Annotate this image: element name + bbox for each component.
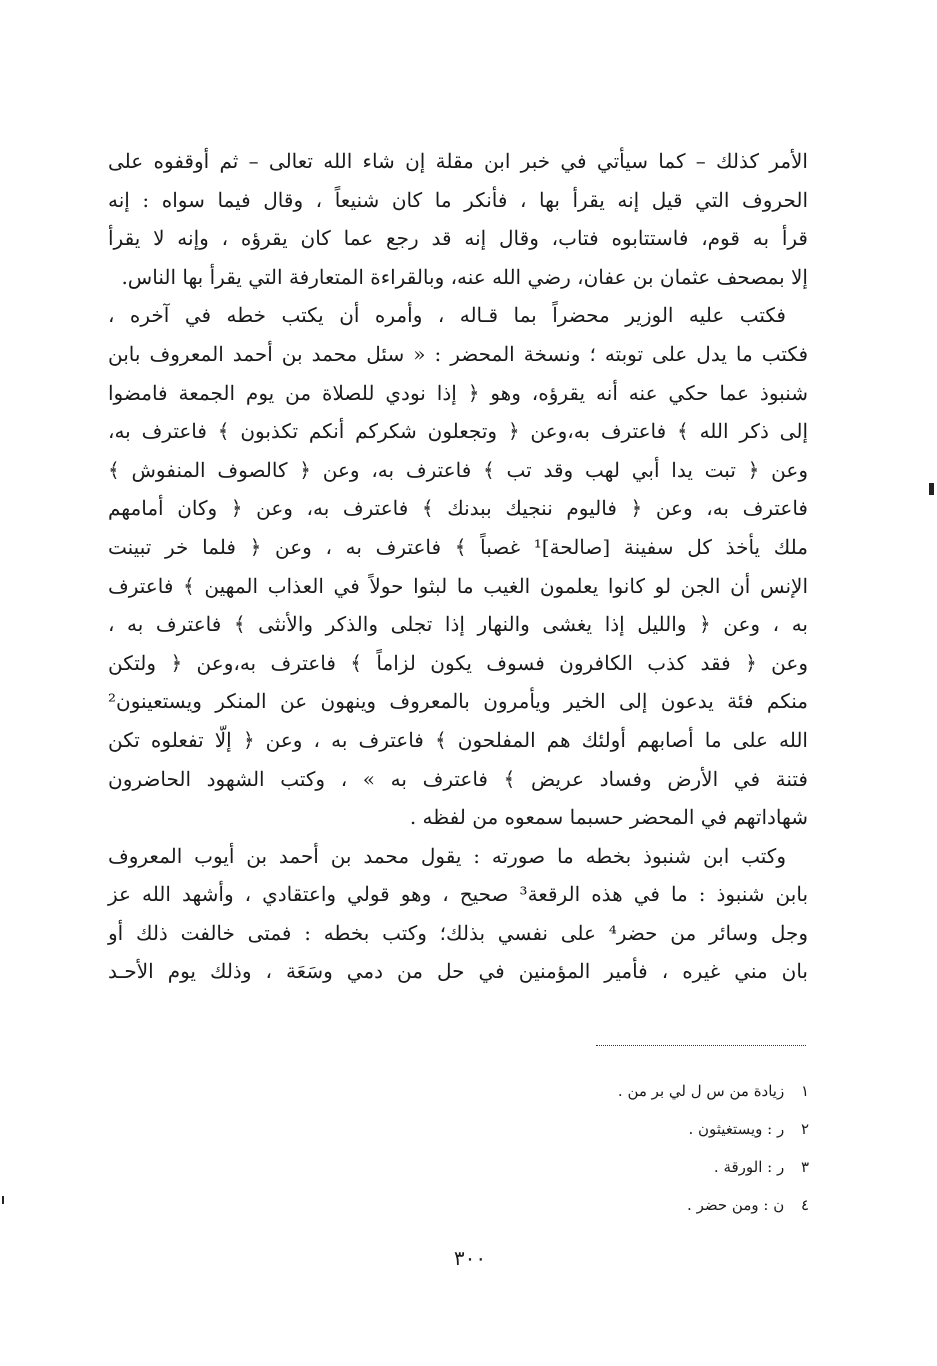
footnote-item: [520, 1186, 809, 1224]
text-line: فاعترف به، وعن ﴿ فاليوم ننجيك ببدنك ﴾ فاعترف به، وعن ﴿ وكان أمامهم: [108, 496, 808, 521]
scan-mark: [2, 1196, 4, 1204]
scan-mark: [929, 483, 934, 495]
text-line: ملك يأخذ كل سفينة [صالحة]¹ غصباً ﴾ فاعترف به ، وعن ﴿ فلما خر تبينت: [108, 534, 808, 559]
footnote-separator: [596, 1045, 806, 1046]
text-line: منكم فئة يدعون إلى الخير ويأمرون بالمعروف وينهون عن المنكر ويستعينون²: [108, 689, 808, 714]
text-line: إلى ذكر الله ﴾ فاعترف به،وعن ﴿ وتجعلون شكركم أنكم تكذبون ﴾ فاعترف به،: [108, 419, 808, 444]
footnote-number: ٤: [800, 1196, 809, 1214]
page-number: ٣٠٠: [453, 1246, 487, 1270]
text-line: فكتب ما يدل على توبته ؛ ونسخة المحضر : « سئل محمد بن أحمد المعروف بابن: [108, 341, 808, 366]
text-line: الحروف التي قيل إنه يقرأ بها ، فأنكر ما كان شنيعاً ، وقال فيما سواه : إنه: [108, 187, 808, 212]
footnote-item: [520, 1148, 809, 1186]
footnote-item: [520, 1110, 809, 1148]
footnote-text: ر : الورقة .: [713, 1158, 785, 1176]
text-line: إلا بمصحف عثمان بن عفان، رضي الله عنه، وبالقراءة المتعارفة التي يقرأ بها الناس.: [121, 264, 808, 289]
text-line: فتنة في الأرض وفساد عريض ﴾ فاعترف به » ، وكتب الشهود الحاضرون: [108, 766, 808, 791]
footnotes: [520, 1072, 809, 1224]
paragraph-1: [108, 142, 808, 296]
text-line: بابن شنبوذ : ما في هذه الرقعة³ صحيح ، وهو قولي واعتقادي ، وأشهد الله عز: [108, 882, 809, 907]
text-line: الأمر كذلك – كما سيأتي في خبر ابن مقلة إن شاء الله تعالى – ثم أوقفوه على: [108, 149, 808, 173]
text-line: قرأ به قوم، فاستتابوه فتاب، وقال إنه قد رجع عما كان يقرؤه ، وإنه لا يقرأ: [108, 226, 808, 251]
footnote-item: [520, 1072, 809, 1110]
main-text: [108, 142, 808, 991]
text-line: به ، وعن ﴿ والليل إذا يغشى والنهار إذا تجلى والذكر والأنثى ﴾ فاعترف به ،: [108, 612, 808, 637]
text-line: وجل وسائر من حضر⁴ على نفسي بذلك؛ وكتب بخطه : فمتى خالفت ذلك أو: [108, 920, 808, 945]
text-line: بان مني غيره ، فأمير المؤمنين في حل من دمي وسَعَة ، وذلك يوم الأحـد: [108, 959, 808, 984]
text-line: فكتب عليه الوزير محضراً بما قـاله ، وأمره أن يكتب خطه في آخره ،: [108, 303, 786, 328]
text-line: وكتب ابن شنبوذ بخطه ما صورته : يقول محمد بن أحمد بن أيوب المعروف: [108, 843, 786, 868]
footnote-number: ١: [800, 1082, 809, 1100]
footnote-text: ن : ومن حضر .: [687, 1196, 785, 1214]
text-line: الإنس أن الجن لو كانوا يعلمون الغيب ما لبثوا حولاً في العذاب المهين ﴾ فاعترف: [108, 573, 808, 598]
paragraph-2: [108, 296, 808, 836]
text-line: وعن ﴿ تبت يدا أبي لهب وقد تب ﴾ فاعترف به، وعن ﴿ كالصوف المنفوش ﴾: [108, 457, 808, 482]
footnote-number: ٣: [800, 1158, 809, 1176]
text-line: شنبوذ عما حكي عنه أنه يقرؤه، وهو ﴿ إذا نودي للصلاة من يوم الجمعة فامضوا: [108, 380, 808, 405]
text-line: شهاداتهم في المحضر حسبما سمعوه من لفظه .: [409, 805, 808, 830]
text-line: وعن ﴿ فقد كذب الكافرون فسوف يكون لزاماً ﴾ فاعترف به،وعن ﴿ ولتكن: [108, 650, 808, 675]
footnote-number: ٢: [800, 1120, 809, 1138]
footnote-text: زيادة من س ل لي بر من .: [617, 1082, 785, 1100]
paragraph-3: [108, 837, 808, 991]
footnote-text: ر : ويستغيثون .: [688, 1120, 785, 1138]
text-line: الله على ما أصابهم أولئك هم المفلحون ﴾ فاعترف به ، وعن ﴿ إلّا تفعلوه تكن: [108, 727, 808, 752]
